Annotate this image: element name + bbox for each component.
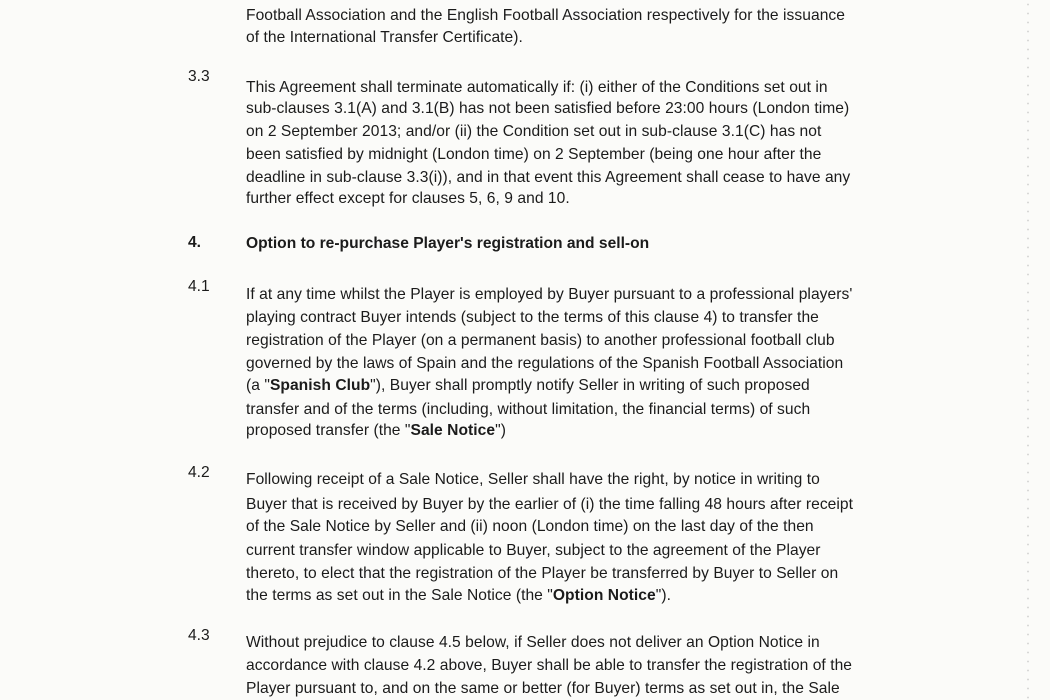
text-line: of the International Transfer Certificate). — [246, 29, 523, 46]
text-line: current transfer window applicable to Buyer, subject to the agreement of the Player — [246, 542, 821, 559]
text-fragment: "). — [655, 587, 671, 604]
defined-term: Sale Notice — [410, 422, 496, 439]
text-line: Player pursuant to, and on the same or better (for Buyer) terms as set out in, the Sale — [246, 680, 840, 697]
defined-term: Spanish Club — [269, 377, 371, 394]
defined-term: Option Notice — [552, 587, 656, 604]
clause-number: 3.3 — [188, 68, 210, 85]
text-line: registration of the Player (on a permanent basis) to another professional football club — [246, 332, 835, 349]
clause-number: 4.2 — [188, 464, 210, 481]
text-line: further effect except for clauses 5, 6, 9 and 10. — [246, 190, 570, 207]
text-line — [246, 421, 506, 441]
text-fragment: ") — [495, 422, 506, 439]
text-line: Buyer that is received by Buyer by the earlier of (i) the time falling 48 hours after receipt — [246, 496, 854, 513]
clause-number: 4.1 — [188, 278, 210, 295]
text-fragment: the terms as set out in the Sale Notice (the " — [246, 587, 553, 604]
section-heading: Option to re-purchase Player's registration and sell-on — [246, 235, 650, 252]
text-fragment: "), Buyer shall promptly notify Seller in writing of such proposed — [370, 377, 810, 394]
scan-margin-artifact — [1026, 0, 1030, 700]
text-line: This Agreement shall terminate automatically if: (i) either of the Conditions set out in — [246, 79, 828, 96]
text-line: sub-clauses 3.1(A) and 3.1(B) has not been satisfied before 23:00 hours (London time) — [246, 100, 850, 117]
text-line: If at any time whilst the Player is employed by Buyer pursuant to a professional players' — [246, 286, 853, 303]
text-line: playing contract Buyer intends (subject to the terms of this clause 4) to transfer the — [246, 309, 819, 326]
text-fragment: proposed transfer (the " — [246, 422, 411, 439]
text-line: transfer and of the terms (including, without limitation, the financial terms) of such — [246, 401, 811, 418]
text-line: governed by the laws of Spain and the regulations of the Spanish Football Association — [246, 355, 844, 372]
text-line: on 2 September 2013; and/or (ii) the Condition set out in sub-clause 3.1(C) has not — [246, 123, 822, 140]
text-line: accordance with clause 4.2 above, Buyer shall be able to transfer the registration of the — [246, 657, 853, 674]
text-line: Without prejudice to clause 4.5 below, if Seller does not deliver an Option Notice in — [246, 634, 820, 651]
text-fragment: (a " — [246, 377, 270, 394]
text-line: been satisfied by midnight (London time) on 2 September (being one hour after the — [246, 146, 822, 163]
text-line: thereto, to elect that the registration of the Player be transferred by Buyer to Seller on — [246, 565, 839, 582]
text-line: deadline in sub-clause 3.3(i)), and in that event this Agreement shall cease to have any — [246, 169, 851, 186]
text-line: Football Association and the English Football Association respectively for the issuance — [246, 7, 845, 24]
section-number: 4. — [188, 234, 202, 251]
text-line — [246, 376, 810, 396]
clause-number: 4.3 — [188, 627, 210, 644]
text-line — [246, 586, 671, 606]
text-line: Following receipt of a Sale Notice, Seller shall have the right, by notice in writing to — [246, 471, 820, 488]
text-line: of the Sale Notice by Seller and (ii) noon (London time) on the last day of the then — [246, 518, 814, 535]
